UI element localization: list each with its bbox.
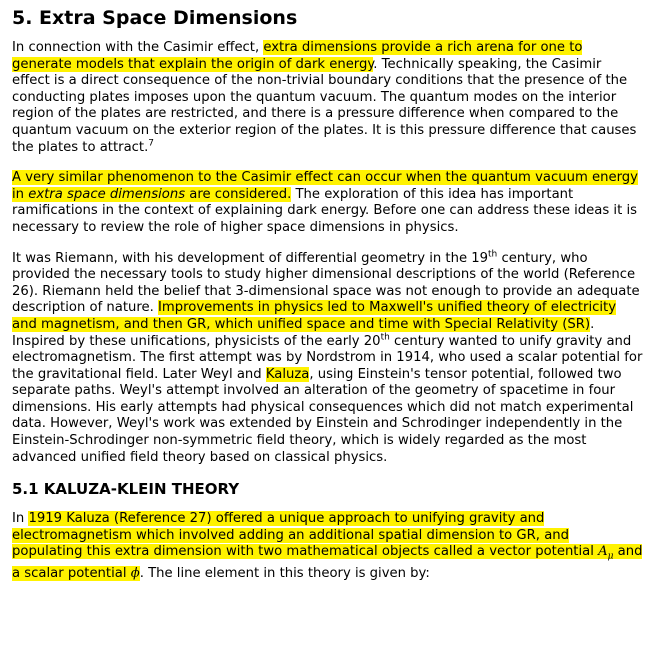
paragraph-casimir [12,40,643,156]
ordinal-superscript: th [488,249,498,260]
text-run: century wanted to unify gravity and electromagnetism. The first attempt was by Nordstrom in 1914, who used a scalar potential for the gravitational field. Later Weyl and [12,333,643,382]
paragraph-kaluza [12,511,643,582]
section-heading: 5. Extra Space Dimensions [12,7,298,29]
text-run: In [12,511,29,527]
paragraph-riemann [12,251,643,467]
text-run: . Technically speaking, the Casimir effect is a direct consequence of the non-trivial boundary conditions that the presence of the conducting plates imposes upon the quantum vacuum. The quantum modes on the interior region of the plates are restricted, and there is a pressure difference when compared to the quantum vacuum on the exterior region of the plates. It is this pressure difference that causes the plates to attract. [12,56,637,155]
highlighted-text: 1919 Kaluza (Reference 27) offered a unique approach to unifying gravity and electromagnetism which involved adding an additional spatial dimension to GR, and populating this extra dimension with two mathematical objects called a vector potential [12,511,599,560]
reference-superscript: 7 [148,138,155,149]
text-run: . The line element in this theory is given by: [139,565,430,581]
highlighted-italic-text: extra space dimensions [28,186,186,202]
ordinal-superscript: th [380,332,390,343]
paragraph-similar-phenomenon [12,170,643,236]
text-run: . Inspired by these unifications, physicists of the early 20 [12,316,595,349]
scalar-potential-symbol: ϕ [130,565,140,581]
highlighted-text: are considered. [185,186,292,202]
text-run: The exploration of this idea has important ramifications in the context of explaining dark energy. Before one can address these ideas it is necessary to review the role of higher space dimensions in physics. [12,186,637,235]
math-symbol: A [598,544,608,560]
text-run: century, who provided the necessary tools to study higher dimensional descriptions of the world (Reference 26). Riemann held the belief that 3-dimensional space was not enough to provide an adequate description of nature. [12,250,640,316]
vector-potential-symbol [598,544,614,563]
math-subscript: μ [607,552,614,563]
text-run: In connection with the Casimir effect, [12,40,264,55]
highlighted-text: extra dimensions provide a rich arena for one to generate models that explain the origin of dark energy [12,40,583,72]
highlighted-text: Improvements in physics led to Maxwell's unified theory of electricity and magnetism, and then GR, which unified space and time with Special Relativity (SR) [12,300,617,332]
text-run: It was Riemann, with his development of differential geometry in the 19 [12,250,489,266]
subsection-heading: 5.1 KALUZA-KLEIN THEORY [12,480,240,499]
highlighted-text: and a scalar potential [12,544,643,581]
highlighted-text: A very similar phenomenon to the Casimir effect can occur when the quantum vacuum energy in [12,170,638,202]
highlighted-text: Kaluza [265,366,310,382]
text-run: , using Einstein's tensor potential, followed two separate paths. Weyl's attempt involved an alteration of the geometry of spacetime in four dimensions. His early attempts had physical consequences which did not match experimental data. However, Weyl's work was extended by Einstein and Schrodinger independently in the Einstein-Schrodinger non-symmetric field theory, which is widely regarded as the most advanced unified field theory based on classical physics. [12,366,634,465]
